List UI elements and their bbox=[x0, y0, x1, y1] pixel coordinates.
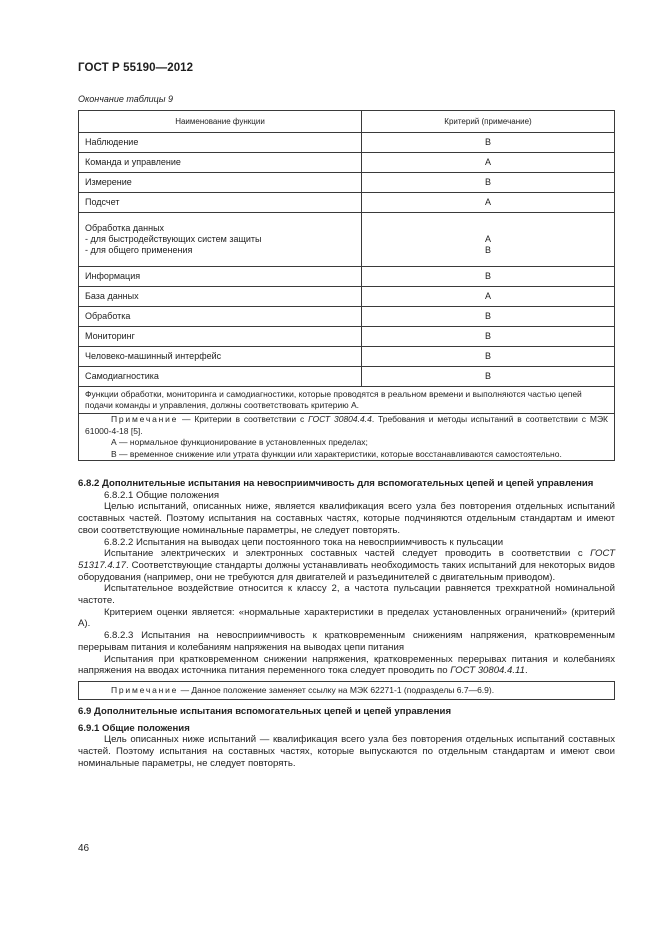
function-line: - для быстродействующих систем защиты bbox=[85, 234, 262, 244]
subsection-heading-6-9-1: 6.9.1 Общие положения bbox=[78, 722, 190, 734]
table-row-data-processing bbox=[79, 213, 615, 267]
table-row bbox=[79, 327, 615, 347]
standard-ref: ГОСТ 51317.4.17 bbox=[78, 548, 615, 571]
criterion-cell: A bbox=[362, 287, 615, 307]
subsection-title: 6.8.2.1 Общие положения bbox=[104, 489, 220, 501]
function-cell bbox=[79, 213, 362, 267]
subsection-title: 6.8.2.2 Испытания на выводах цепи постоянного тока на невосприимчивость к пульсации bbox=[104, 536, 504, 548]
function-line: - для общего применения bbox=[85, 245, 193, 255]
paragraph: Целью испытаний, описанных ниже, является квалификация всего узла без повторения отдельных испытаний составных частей. Поэтому испытания на составных частях, которые подчиняются отдельным стандартам и имеют свои соответствующие номинальные параметры, не следует повторять. bbox=[78, 501, 615, 536]
note-text: — Данное положение заменяет ссылку на МЭК 62271-1 (подразделы 6.7—6.9). bbox=[178, 684, 495, 695]
paragraph: Испытания при кратковременном снижении напряжения, кратковременных перерывах питания и колебаниях напряжения на вводах источника питания переменного тока следует проводить по ГОСТ 30804.4.11. bbox=[78, 653, 615, 677]
table-span-row bbox=[79, 387, 615, 414]
paragraph: Испытание электрических и электронных составных частей следует проводить в соответствии с ГОСТ 51317.4.17. Соответствующие стандарты должны устанавливать необходимость таких испытаний для некоторых видов оборудования (например, они не требуются для двигателей и разъединителей с двигательным приводом). bbox=[78, 548, 615, 583]
note-item-a: А — нормальное функционирование в установленных пределах; bbox=[111, 437, 368, 447]
note-box bbox=[78, 681, 615, 700]
table-row bbox=[79, 347, 615, 367]
paragraph: Критерием оценки является: «нормальные характеристики в пределах установленных ограничений» (критерий А). bbox=[78, 606, 615, 630]
criterion-line: A bbox=[484, 234, 491, 244]
criterion-cell: B bbox=[362, 307, 615, 327]
note-ref: ГОСТ 30804.4.4 bbox=[308, 414, 372, 424]
function-cell: Подсчет bbox=[79, 193, 362, 213]
function-cell: Команда и управление bbox=[79, 153, 362, 173]
table-row bbox=[79, 367, 615, 387]
document-header: ГОСТ Р 55190—2012 bbox=[78, 62, 194, 74]
criterion-cell: B bbox=[362, 347, 615, 367]
criterion-cell: B bbox=[362, 173, 615, 193]
table-note bbox=[79, 414, 615, 461]
table-row bbox=[79, 173, 615, 193]
table-note-row bbox=[79, 414, 615, 461]
criterion-cell: B bbox=[362, 133, 615, 153]
table-row bbox=[79, 307, 615, 327]
table-row bbox=[79, 153, 615, 173]
criterion-cell: A bbox=[362, 193, 615, 213]
criterion-cell: A bbox=[362, 153, 615, 173]
table-9 bbox=[78, 110, 615, 461]
function-line: Обработка данных bbox=[85, 223, 165, 233]
criterion-cell: B bbox=[362, 267, 615, 287]
table-row bbox=[79, 193, 615, 213]
note-text: — Критерии в соответствии с bbox=[178, 414, 309, 424]
criterion-cell bbox=[362, 213, 615, 267]
page-number: 46 bbox=[78, 843, 90, 854]
criterion-cell: B bbox=[362, 327, 615, 347]
function-cell: Наблюдение bbox=[79, 133, 362, 153]
table-row bbox=[79, 287, 615, 307]
span-text: Функции обработки, мониторинга и самодиагностики, которые проводятся в реальном времени и выполняются частью цепей подачи команды и управления, должны соответствовать критерию А. bbox=[79, 387, 615, 414]
col-header-function: Наименование функции bbox=[79, 111, 362, 133]
paragraph: Цель описанных ниже испытаний — квалификация всего узла без повторения отдельных испытаний составных частей. Поэтому испытания на составных частях, которые выпускаются по отдельным стандартам и имеют свои номинальные параметры, не следует повторять. bbox=[78, 734, 615, 769]
note-label: Примечание bbox=[111, 414, 179, 424]
criterion-cell: B bbox=[362, 367, 615, 387]
function-cell: Измерение bbox=[79, 173, 362, 193]
standard-ref: ГОСТ 30804.4.11 bbox=[450, 665, 526, 677]
subsection-title: 6.8.2.3 Испытания на невосприимчивость к кратковременным снижениям напряжения, кратковременным перерывам питания и колебаниям напряжения на выводах цепи питания bbox=[78, 630, 615, 653]
paragraph: Испытательное воздействие относится к классу 2, а частота пульсации равняется трехкратной номинальной частоте. bbox=[78, 583, 615, 607]
function-cell: Обработка bbox=[79, 307, 362, 327]
section-heading-6-9: 6.9 Дополнительные испытания вспомогательных цепей и цепей управления bbox=[78, 705, 452, 717]
function-cell: Информация bbox=[79, 267, 362, 287]
col-header-criterion: Критерий (примечание) bbox=[362, 111, 615, 133]
note-text: . Требования и методы испытаний в соответствии с МЭК 61000-4-18 [5]. bbox=[85, 414, 609, 436]
function-cell: База данных bbox=[79, 287, 362, 307]
section-heading-6-8-2: 6.8.2 Дополнительные испытания на невосприимчивость для вспомогательных цепей и цепей управления bbox=[78, 478, 594, 489]
note-item-b: В — временное снижение или утрата функции или характеристики, которые восстанавливаются самостоятельно. bbox=[111, 448, 562, 459]
note-label: Примечание bbox=[111, 684, 179, 695]
table-header-row bbox=[79, 111, 615, 133]
document-body bbox=[78, 478, 615, 769]
function-cell: Мониторинг bbox=[79, 327, 362, 347]
function-cell: Самодиагностика bbox=[79, 367, 362, 387]
criterion-line: B bbox=[484, 245, 491, 255]
table-caption: Окончание таблицы 9 bbox=[78, 94, 173, 104]
table-row bbox=[79, 133, 615, 153]
table-row bbox=[79, 267, 615, 287]
function-cell: Человеко-машинный интерфейс bbox=[79, 347, 362, 367]
